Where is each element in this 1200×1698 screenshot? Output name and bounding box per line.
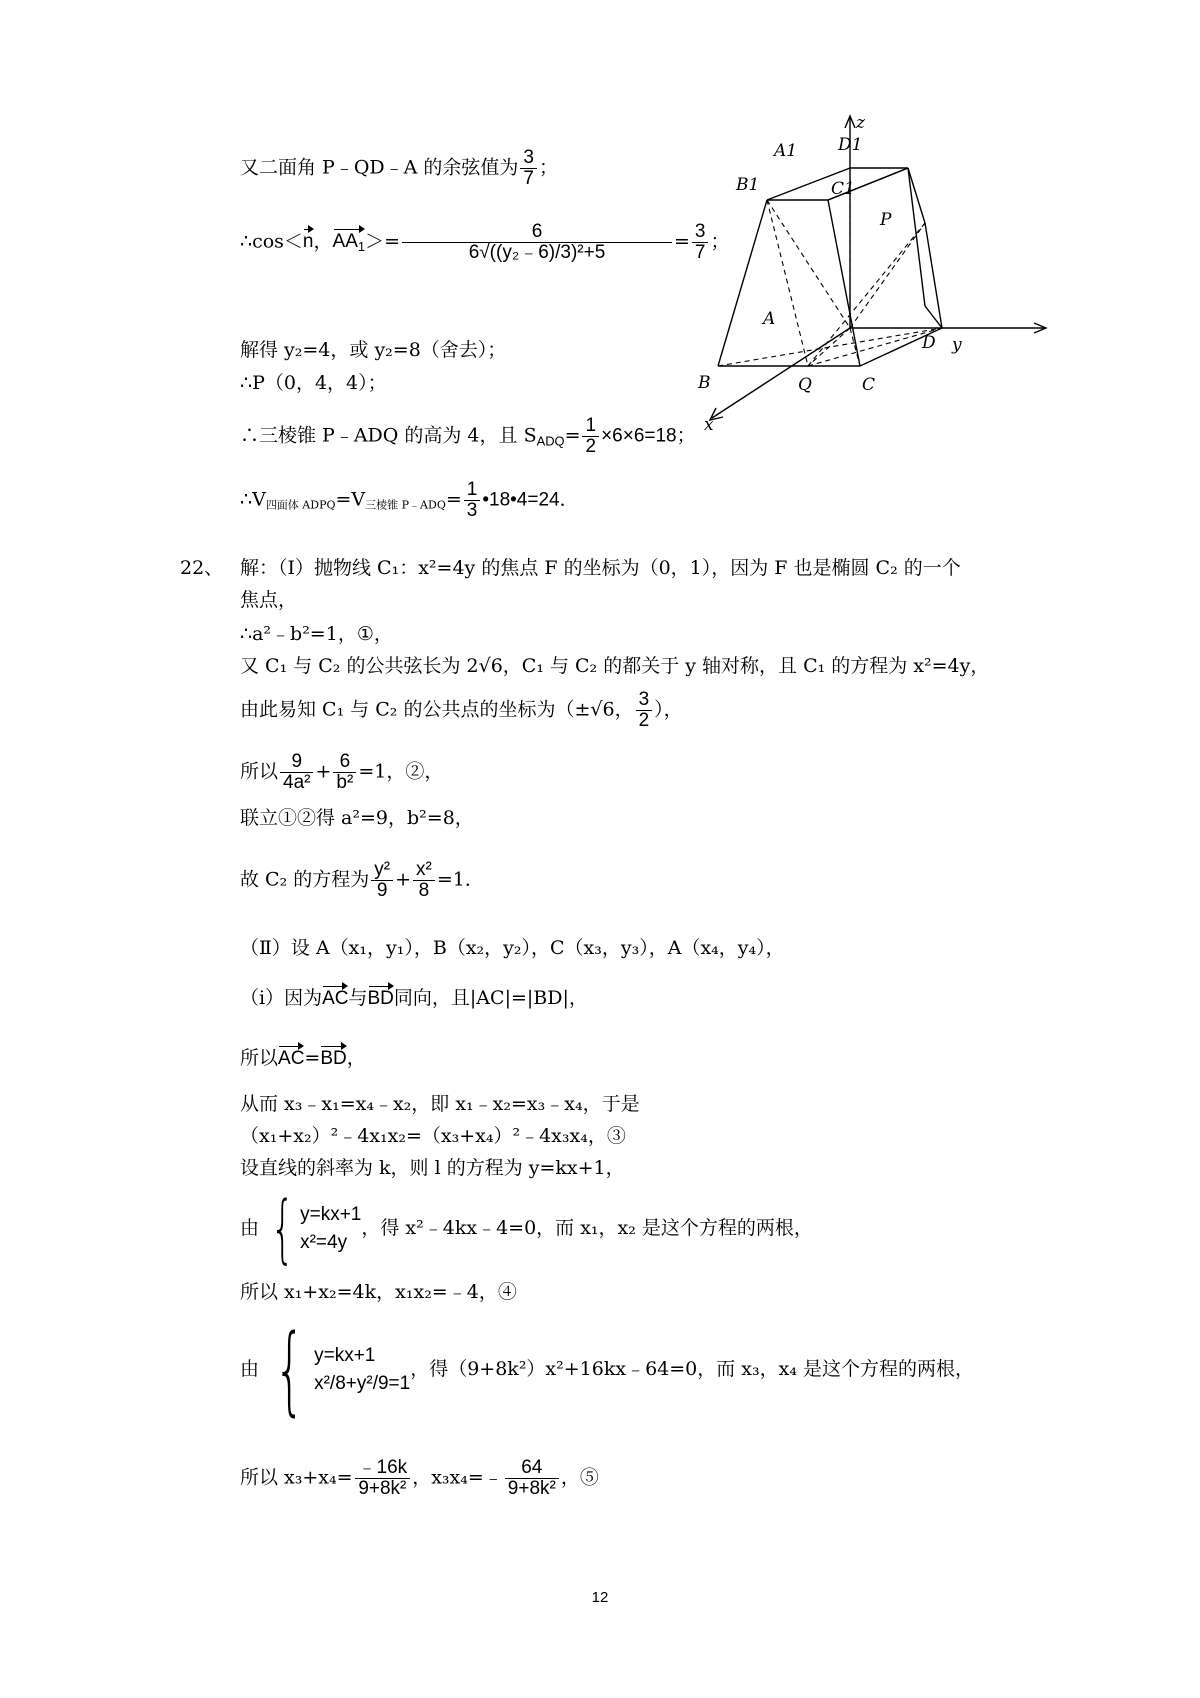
q22-line: 从而 x₃﹣x₁=x₄﹣x₂，即 x₁﹣x₂=x₃﹣x₄，于是 (240, 1093, 640, 1115)
label-p: P (880, 210, 892, 230)
edge-d1p (908, 168, 925, 306)
frustum-figure (690, 108, 1060, 438)
q22-line: 所以 x₃+x₄= $\frac{﹣16k}{\text{9+8k²}}$ ，x₃x₄=﹣ $\frac{64}{\text{9+8k²}}$ ，⑤ (240, 1457, 599, 1499)
fraction: $\frac{3}{2}$ (636, 690, 653, 731)
fraction: $\frac{9}{\text{4a²}}$ (280, 752, 313, 793)
vector-aa1: $AA_1$ (333, 227, 366, 255)
fraction: $\frac{3}{7}$ (692, 222, 709, 263)
label-z: z (856, 113, 865, 133)
vector-bd: BD (368, 984, 394, 1010)
label-d1: D1 (838, 135, 863, 155)
edge-d1-p-upper (908, 168, 925, 223)
fraction: $\frac{1}{3}$ (464, 480, 481, 521)
label-c1: C1 (831, 179, 855, 199)
label-a: A (763, 309, 776, 329)
q22-line: 解：（Ⅰ）抛物线 C₁：x²=4y 的焦点 F 的坐标为（0，1），因为 F 也是椭圆 C₂ 的一个 (240, 557, 961, 579)
q22-line: 由 { y=kx+1 x²=4y ，得 x²﹣4kx﹣4=0，而 x₁，x₂ 是这个方程的两根， (240, 1186, 813, 1272)
label-b1: B1 (736, 175, 760, 195)
label-d: D (922, 333, 936, 353)
fraction: $\frac{\text{x²}}{8}$ (413, 860, 435, 901)
vector-ac: AC (278, 1044, 304, 1070)
q22-line: 由 { y=kx+1 x²/8+y²/9=1 ，得（9+8k²）x²+16kx﹣64=0，而 x₃，x₄ 是这个方程的两根， (240, 1314, 975, 1426)
edge-c1c (828, 200, 860, 366)
q22-line: 焦点， (240, 589, 298, 611)
label-x: x (704, 415, 714, 435)
fraction: $\frac{64}{\text{9+8k²}}$ (505, 1458, 559, 1499)
line-b1a (767, 200, 850, 328)
equation-system: { y=kx+1 x²/8+y²/9=1 (274, 1314, 411, 1426)
q22-line: 所以 $\frac{9}{\text{4a²}}$ + $\frac{6}{\text{b²}}$ =1，②， (240, 751, 444, 793)
dihedral-cosine-line: 又二面角 P﹣QD﹣A 的余弦值为 $\frac{3}{7}$ ； (240, 147, 558, 189)
q22-line: 所以AC=BD， (240, 1044, 366, 1070)
q22-line: ∴a²﹣b²=1，①， (240, 623, 393, 645)
edge-p-d (925, 223, 942, 328)
label-a1: A1 (774, 141, 798, 161)
label-q: Q (798, 375, 812, 395)
line-ap (850, 223, 925, 328)
q22-line: 由此易知 C₁ 与 C₂ 的公共点的坐标为（±√6， $\frac{3}{2}$ ）， (240, 689, 683, 731)
cosine-fraction: $\frac{6}{\text{6√((y₂﹣6)/3)²+5}}$ (402, 222, 672, 263)
fraction: $\frac{\text{y²}}{9}$ (371, 860, 393, 901)
problem-number: 22、 (180, 557, 224, 579)
label-b: B (698, 373, 711, 393)
edge-b1b (718, 200, 767, 366)
solve-y2-line: 解得 y₂=4，或 y₂=8（舍去）； (240, 339, 507, 361)
volume-line: $\therefore V_{四面体 ADPQ}=V_{三棱锥 P﹣ADQ}=$ $\frac{1}{3}$ •18•4=24． (240, 479, 579, 521)
page-number: 12 (591, 1589, 609, 1606)
q22-line: （ⅰ）因为AC与BD同向，且|AC|=|BD|， (240, 984, 588, 1010)
q22-line: （Ⅱ）设 A（x₁，y₁），B（x₂，y₂），C（x₃，y₃），A（x₄，y₄）， (240, 937, 785, 959)
fraction: $\frac{﹣16k}{\text{9+8k²}}$ (355, 1458, 411, 1499)
equation-system: { y=kx+1 x²=4y (270, 1186, 362, 1272)
text: ∴cos＜ (240, 230, 303, 253)
cosine-equation-line: ∴cos＜n，$AA_1>=$ $\frac{6}{\text{6√((y₂﹣6)/3)²+5}}$ = $\frac{3}{7}$ ； (240, 221, 730, 263)
q22-line: （x₁+x₂）²﹣4x₁x₂=（x₃+x₄）²﹣4x₃x₄，③ (240, 1125, 626, 1147)
vector-bd: BD (320, 1044, 346, 1070)
vector-n: n (303, 227, 314, 253)
line-b1q (767, 200, 808, 366)
fraction: $\frac{1}{2}$ (582, 416, 599, 457)
x-axis (712, 328, 850, 418)
q22-line: 所以 x₁+x₂=4k，x₁x₂=﹣4，④ (240, 1281, 517, 1303)
pyramid-height-line: ∴三棱锥 P﹣ADQ 的高为 4，且 $S_{ADQ}=$ $\frac{1}{2}$ ×6×6=18； (240, 415, 696, 457)
point-p-line: ∴P（0，4，4）； (240, 372, 387, 394)
label-c: C (862, 375, 876, 395)
q22-line: 联立①②得 a²=9，b²=8， (240, 807, 474, 829)
fraction: $\frac{6}{\text{b²}}$ (333, 752, 356, 793)
q22-line: 故 C₂ 的方程为 $\frac{\text{y²}}{9}$ + $\frac{\text{x²}}{8}$ =1． (240, 859, 484, 901)
vector-ac: AC (322, 984, 348, 1010)
fraction: $\frac{3}{7}$ (520, 148, 537, 189)
label-y: y (952, 335, 962, 355)
q22-line: 设直线的斜率为 k，则 l 的方程为 y=kx+1， (240, 1157, 625, 1179)
q22-line: 又 C₁ 与 C₂ 的公共弦长为 2√6，C₁ 与 C₂ 的都关于 y 轴对称，且 C₁ 的方程为 x²=4y， (240, 655, 990, 677)
text: 又二面角 P﹣QD﹣A 的余弦值为 (240, 156, 519, 179)
